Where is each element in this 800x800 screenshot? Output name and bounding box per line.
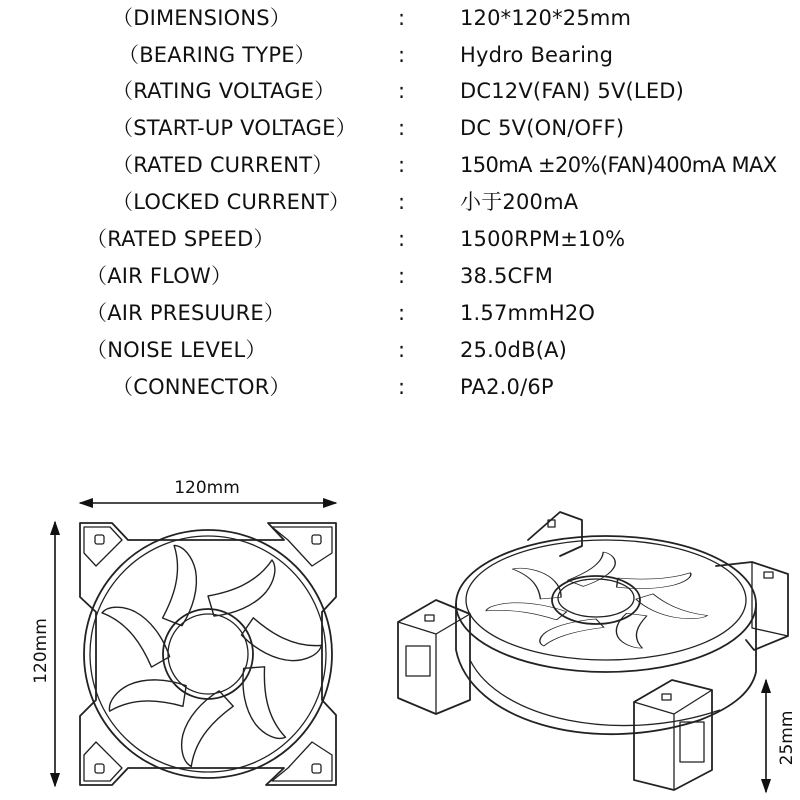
spec-value: 38.5CFM — [460, 264, 554, 288]
spec-value: Hydro Bearing — [460, 43, 614, 67]
spec-colon: : — [398, 153, 406, 177]
height-dimension — [31, 522, 55, 786]
spec-value: PA2.0/6P — [460, 375, 554, 399]
spec-label: （RATED SPEED） — [86, 227, 275, 251]
spec-value: 1.57mmH2O — [460, 301, 596, 325]
spec-colon: : — [398, 190, 406, 214]
spec-label: （RATED CURRENT） — [112, 153, 334, 177]
spec-value: 150mA ±20%(FAN)400mA MAX — [460, 153, 777, 177]
spec-colon: : — [398, 43, 406, 67]
spec-colon: : — [398, 264, 406, 288]
spec-label: （AIR FLOW） — [86, 264, 233, 288]
spec-value: 1500RPM±10% — [460, 227, 626, 251]
spec-label: （AIR PRESUURE） — [86, 301, 286, 325]
width-dimension — [80, 478, 336, 503]
spec-colon: : — [398, 227, 406, 251]
spec-colon: : — [398, 338, 406, 362]
spec-label: （LOCKED CURRENT） — [112, 190, 351, 214]
spec-value: 120*120*25mm — [460, 6, 632, 30]
fan-front-view-icon — [80, 523, 336, 785]
spec-value: DC 5V(ON/OFF) — [460, 116, 625, 140]
spec-colon: : — [398, 116, 406, 140]
height-label: 120mm — [31, 618, 51, 684]
spec-label: （RATING VOLTAGE） — [112, 79, 336, 103]
spec-value: 25.0dB(A) — [460, 338, 568, 362]
spec-label: （START-UP VOLTAGE） — [112, 116, 357, 140]
spec-value: 小于200mA — [460, 190, 579, 214]
spec-colon: : — [398, 301, 406, 325]
spec-colon: : — [398, 6, 406, 30]
width-label: 120mm — [174, 478, 240, 498]
fan-isometric-view-icon — [398, 512, 788, 790]
spec-colon: : — [398, 375, 406, 399]
depth-label: 25mm — [777, 710, 797, 766]
depth-dimension — [766, 680, 797, 792]
spec-label: （BEARING TYPE） — [118, 43, 316, 67]
spec-label: （CONNECTOR） — [112, 375, 291, 399]
spec-colon: : — [398, 79, 406, 103]
spec-label: （NOISE LEVEL） — [86, 338, 267, 362]
spec-value: DC12V(FAN) 5V(LED) — [460, 79, 685, 103]
spec-label: （DIMENSIONS） — [112, 6, 291, 30]
